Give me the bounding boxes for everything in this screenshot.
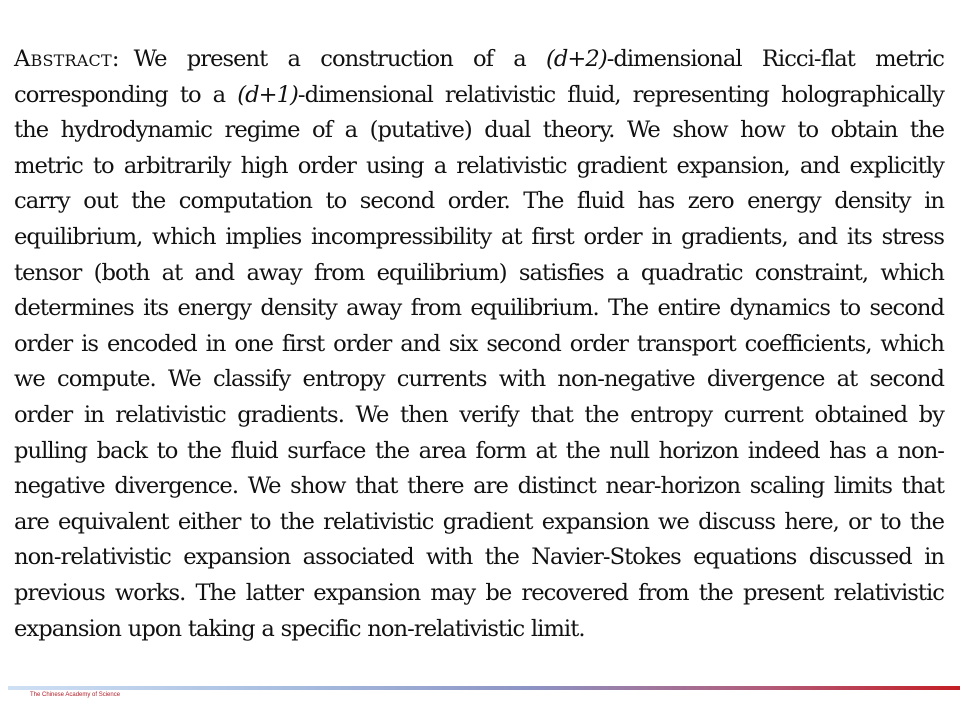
math-dimension-d-plus-2: (d+2) <box>546 46 607 72</box>
abstract-text: -dimensional Ricci-flat metric corresponding to a <box>14 46 944 108</box>
math-dimension-d-plus-1: (d+1) <box>237 81 298 108</box>
abstract-text: We present a construction of a <box>133 46 547 72</box>
abstract-label: Abstract: <box>14 46 120 72</box>
footer-gradient-bar <box>8 686 960 690</box>
abstract-text: -dimensional relativistic fluid, representing holographically the hydrodynamic regime of a (putative) dual theory. We show how to obtain the metric to arbitrarily high order using a relativistic gradient expansion, and explicitly carry out the computation to second order. The fluid has zero energy density in equilibrium, which implies incompressibility at first order in gradients, and its stress tensor (both at and away from equilibrium) satisfies a quadratic constraint, which determines its energy density away from equilibrium. The entire dynamics to second order is encoded in one first order and six second order transport coefficients, which we compute. We classify entropy currents with non-negative divergence at second order in relativistic gradients. We then verify that the entropy current obtained by pulling back to the fluid surface the area form at the null horizon indeed has a non-negative divergence. We show that there are distinct near-horizon scaling limits that are equivalent either to the relativistic gradient expansion we discuss here, or to the non-relativistic expansion associated with the Navier-Stokes equations discussed in previous works. The latter expansion may be recovered from the present relativistic expansion upon taking a specific non-relativistic limit. <box>14 81 944 642</box>
institution-logo-text: The Chinese Academy of Science <box>30 692 121 698</box>
abstract-paragraph <box>14 42 944 647</box>
